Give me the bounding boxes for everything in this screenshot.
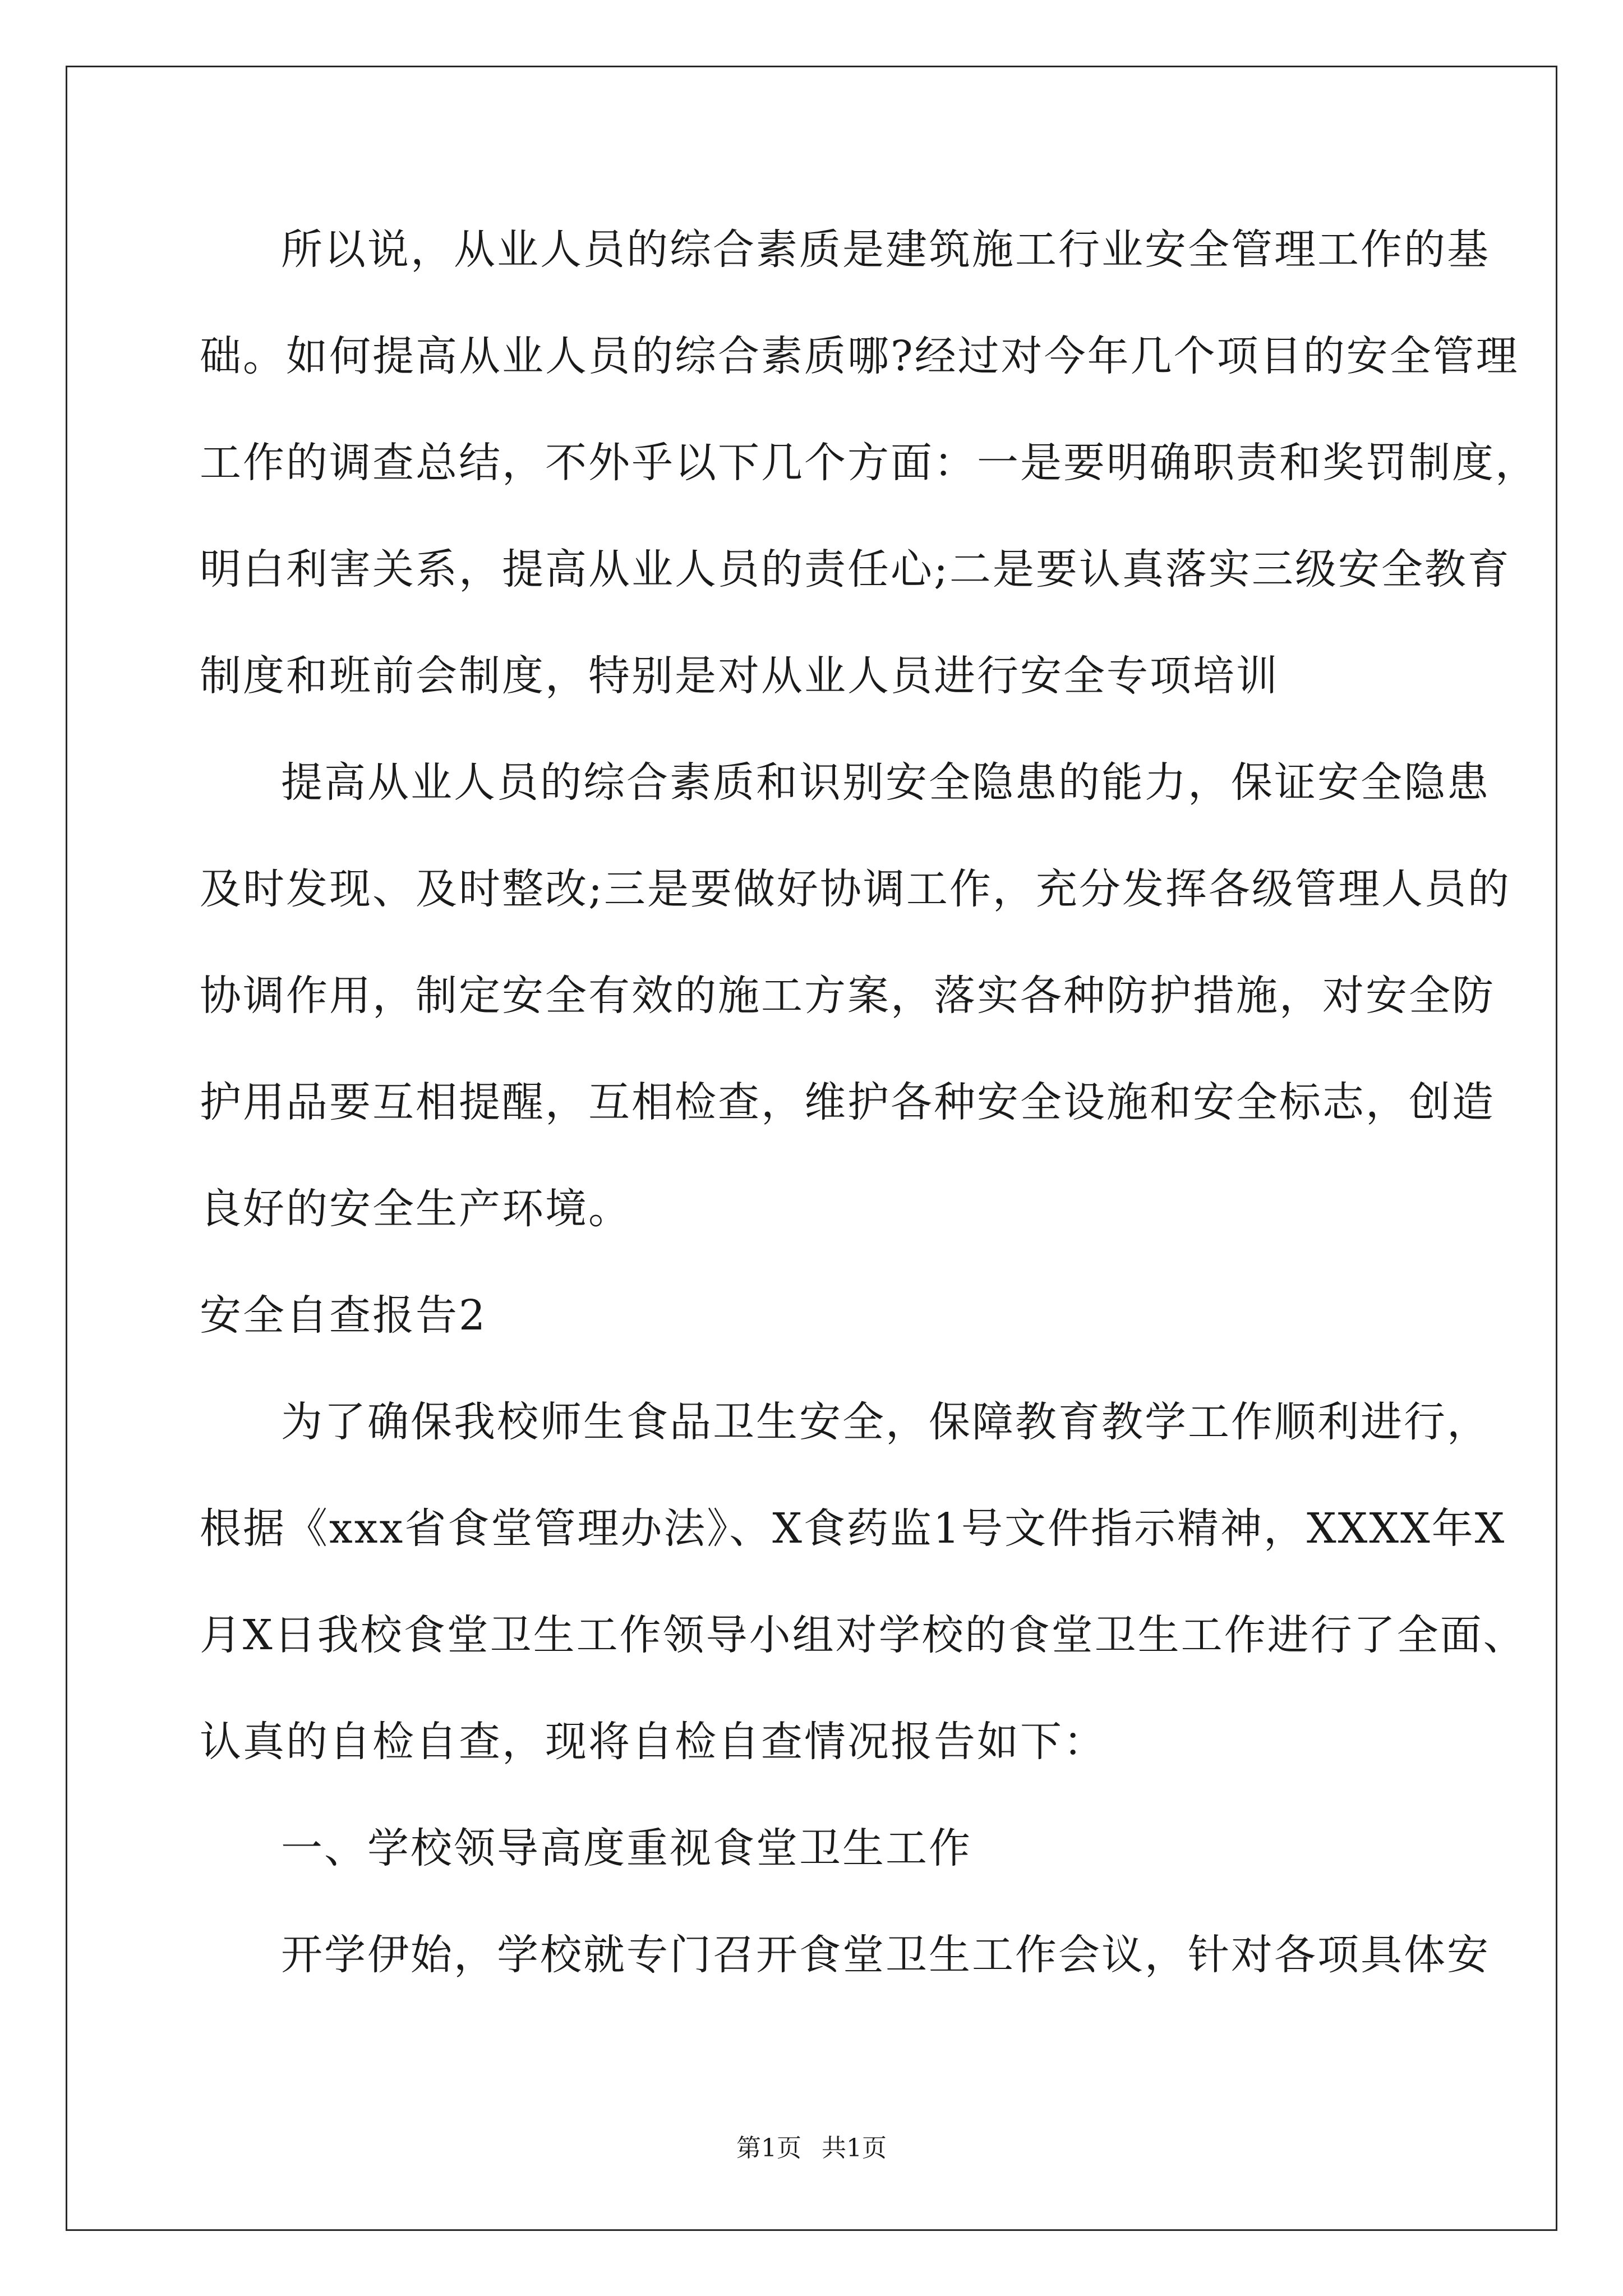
paragraph-line: 提高从业人员的综合素质和识别安全隐患的能力，保证安全隐患 <box>281 758 1490 807</box>
paragraph-line: 及时发现、及时整改;三是要做好协调工作，充分发挥各级管理人员的 <box>200 865 1511 913</box>
paragraph-line: 明白利害关系，提高从业人员的责任心;二是要认真落实三级安全教育 <box>200 545 1511 593</box>
paragraph-line: 制度和班前会制度，特别是对从业人员进行安全专项培训 <box>200 652 1279 700</box>
paragraph-line: 护用品要互相提醒，互相检查，维护各种安全设施和安全标志，创造 <box>200 1078 1495 1126</box>
paragraph-line: 工作的调查总结，不外乎以下几个方面：一是要明确职责和奖罚制度， <box>200 439 1538 487</box>
page-number: 第1页 <box>736 2134 801 2162</box>
paragraph-line: 根据《xxx省食堂管理办法》、X食药监1号文件指示精神，XXXX年X <box>200 1504 1506 1553</box>
section-heading: 安全自查报告2 <box>200 1291 487 1340</box>
paragraph-line: 础。如何提高从业人员的综合素质哪?经过对今年几个项目的安全管理 <box>200 332 1519 380</box>
paragraph-line: 月X日我校食堂卫生工作领导小组对学校的食堂卫生工作进行了全面、 <box>200 1611 1527 1659</box>
document-body <box>200 216 1538 2028</box>
paragraph-line: 良好的安全生产环境。 <box>200 1185 631 1233</box>
paragraph-line: 为了确保我校师生食品卫生安全，保障教育教学工作顺利进行， <box>281 1398 1490 1446</box>
page-total: 共1页 <box>822 2134 887 2162</box>
paragraph-line: 开学伊始，学校就专门召开食堂卫生工作会议，针对各项具体安 <box>281 1931 1490 1979</box>
subsection-heading: 一、学校领导高度重视食堂卫生工作 <box>281 1824 972 1872</box>
paragraph-line: 认真的自检自查，现将自检自查情况报告如下： <box>200 1718 1106 1766</box>
paragraph-line: 协调作用，制定安全有效的施工方案，落实各种防护措施，对安全防 <box>200 972 1495 1020</box>
page-footer <box>0 2132 1623 2165</box>
paragraph-line: 所以说，从业人员的综合素质是建筑施工行业安全管理工作的基 <box>281 226 1490 274</box>
